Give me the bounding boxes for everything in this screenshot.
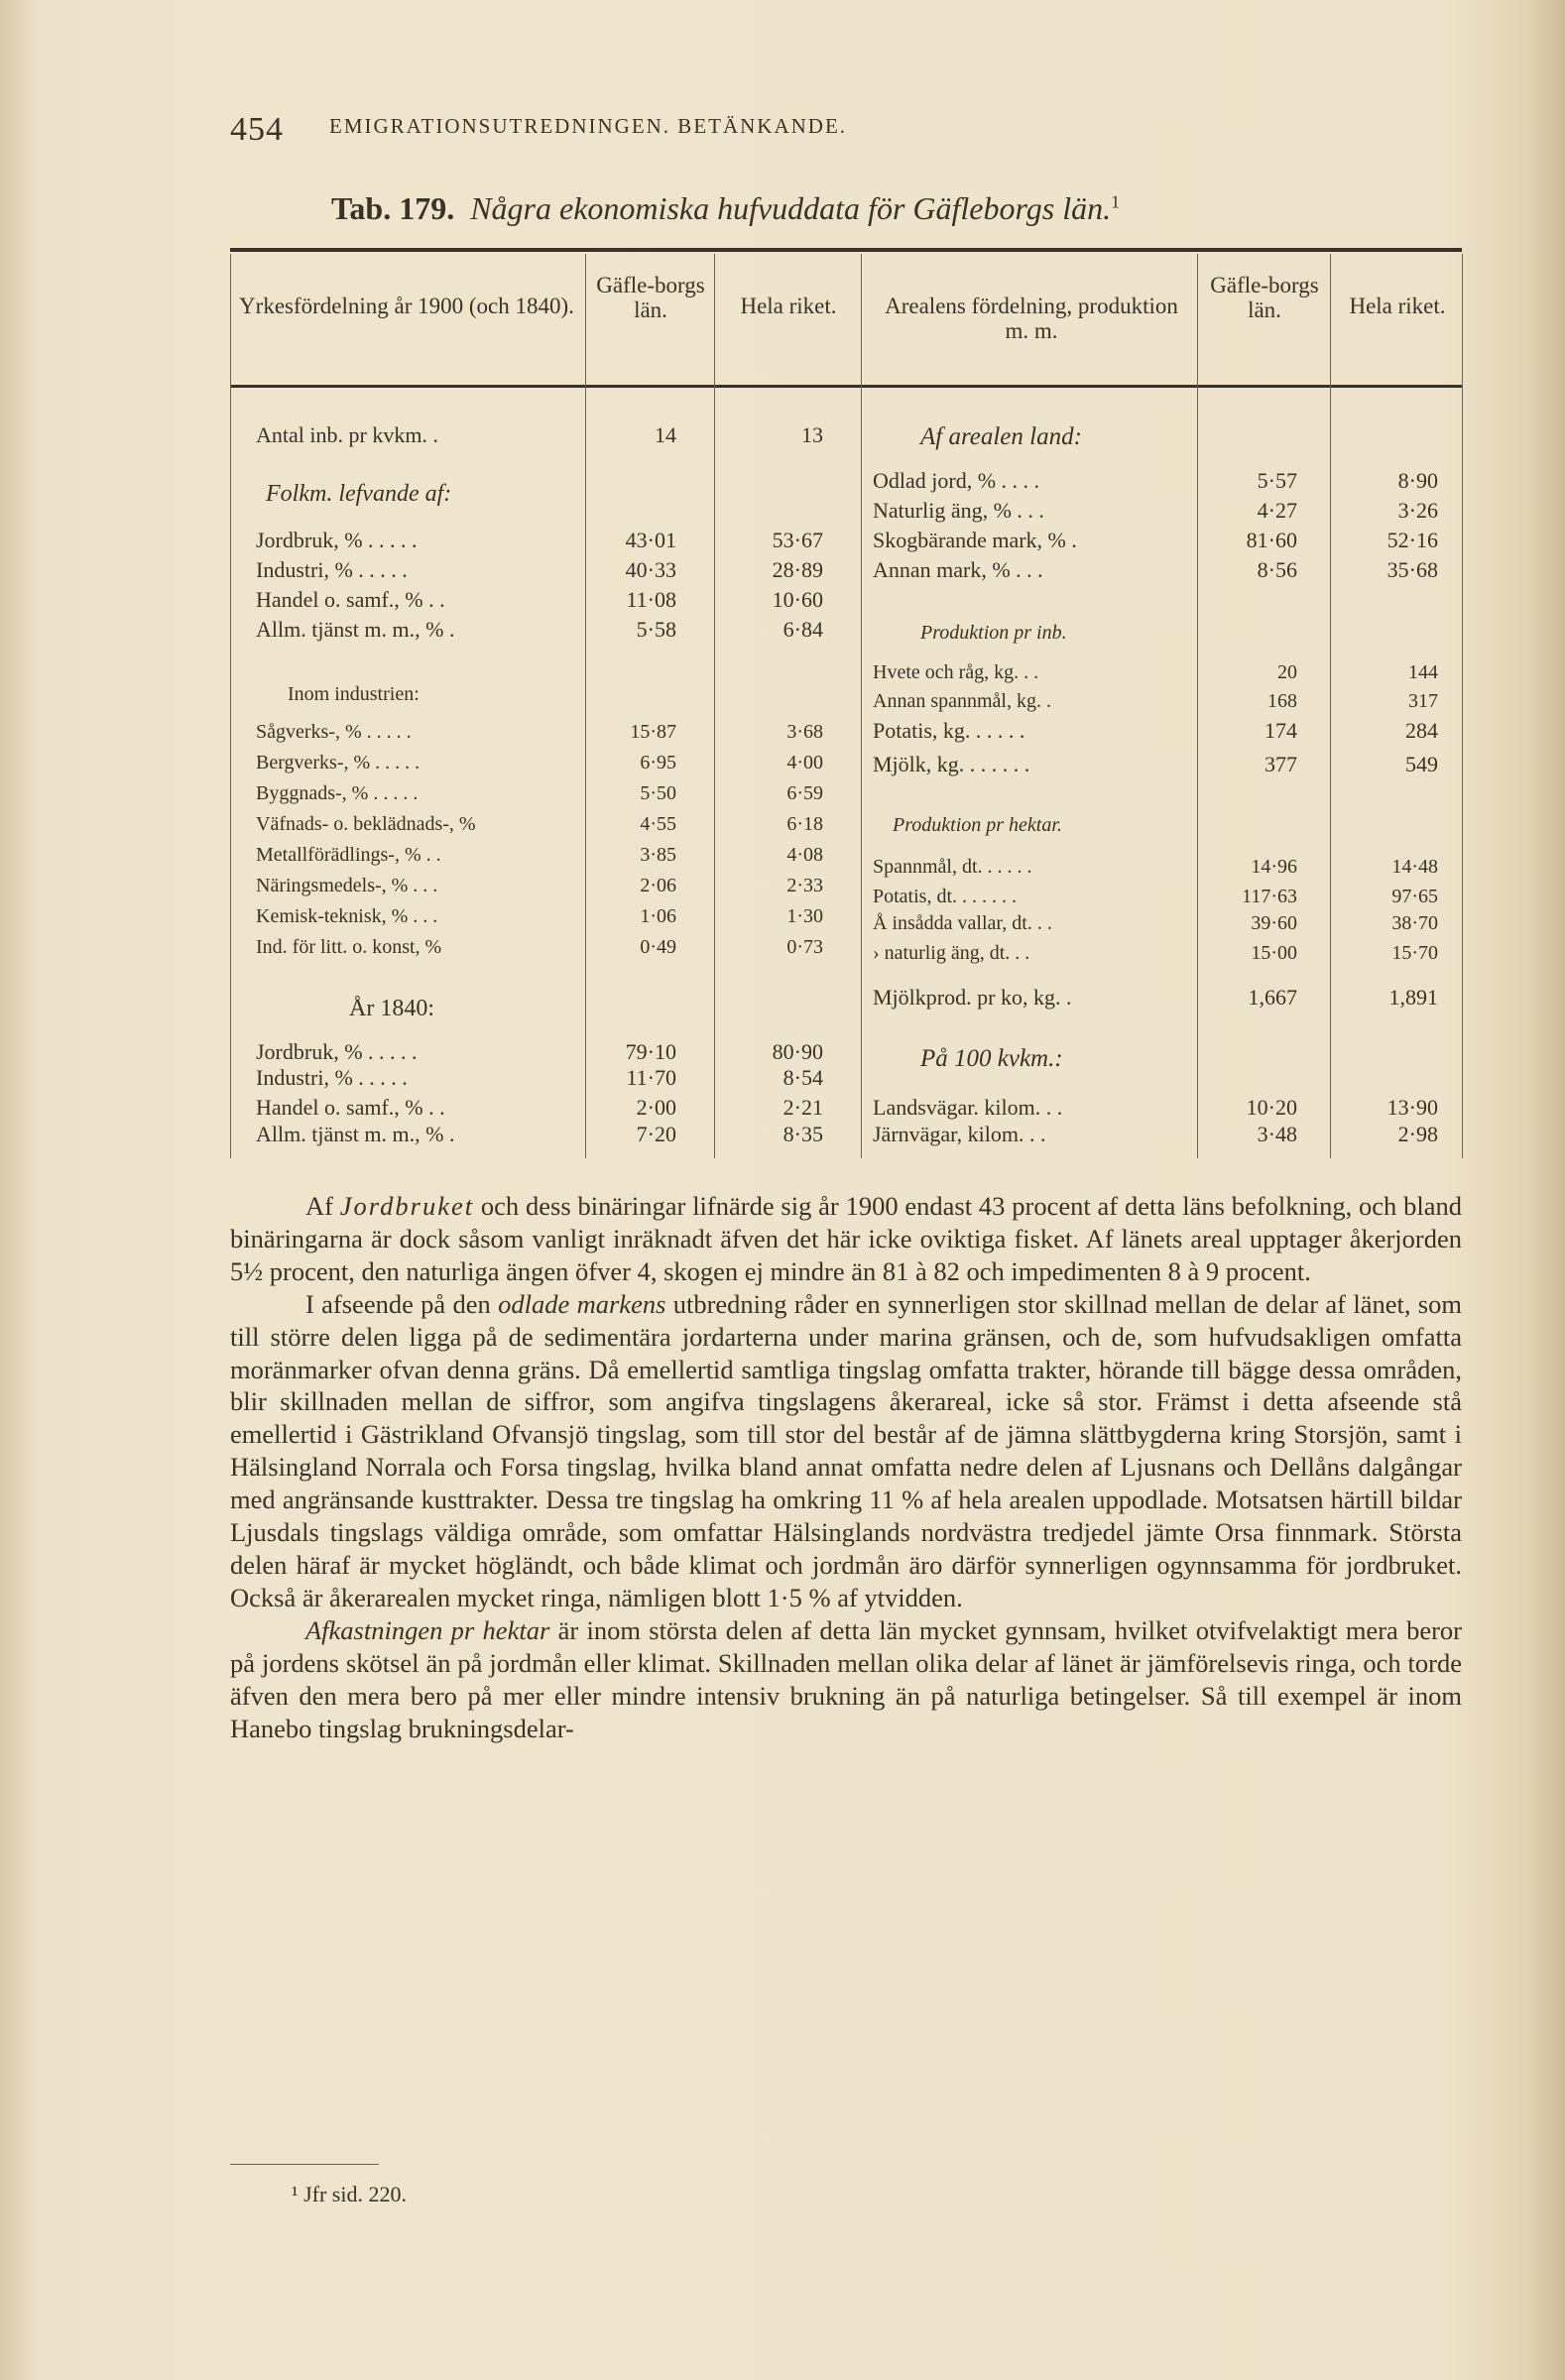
table-cell: 40·33 [625, 557, 676, 582]
table-cell: 4·08 [786, 844, 823, 866]
table-cell: 38·70 [1391, 912, 1438, 934]
table-row-label: Handel o. samf., % . . [256, 1095, 445, 1120]
section-heading: Inom industrien: [288, 683, 420, 705]
table-cell: 3·68 [786, 721, 823, 743]
table-cell: 168 [1267, 690, 1297, 712]
table-cell: 8·90 [1397, 468, 1438, 493]
section-heading: Produktion pr hektar. [893, 814, 1062, 836]
running-header [230, 111, 848, 149]
table-cell: 2·00 [636, 1095, 676, 1120]
table-cell: 1,891 [1388, 985, 1438, 1010]
table-cell: 14·96 [1251, 856, 1297, 878]
table-cell: 3·85 [640, 844, 676, 866]
table-row-label: Sågverks-, % . . . . . [256, 721, 412, 743]
table-row-label: Näringsmedels-, % . . . [256, 875, 438, 896]
table-cell: 28·89 [772, 557, 823, 582]
left-header-realm: Hela riket. [740, 294, 837, 318]
table-cell: 35·68 [1386, 557, 1438, 582]
left-header-county: Gäfle-borgs län. [596, 273, 705, 323]
table-row-label: Allm. tjänst m. m., % . [256, 1122, 455, 1146]
table-title: Några ekonomiska hufvuddata för Gäfleborgs län. [470, 190, 1112, 226]
caption-note-mark: 1 [1111, 191, 1121, 212]
table-cell: 0·73 [786, 936, 823, 958]
table-cell: 2·06 [640, 875, 676, 896]
table-cell: 14 [655, 422, 676, 447]
table-row-label: Kemisk-teknisk, % . . . [256, 905, 438, 927]
table-row-label: Handel o. samf., % . . [256, 587, 445, 612]
table-row-label: Allm. tjänst m. m., % . [256, 617, 455, 642]
table-row-label: Ind. för litt. o. konst, % [256, 936, 442, 958]
table-cell: 377 [1264, 752, 1297, 776]
table-cell: 549 [1405, 752, 1438, 776]
table-row-label: Jordbruk, % . . . . . [256, 1039, 418, 1064]
table-cell: 8·35 [782, 1122, 823, 1146]
table-row-label: Spannmål, dt. . . . . . [873, 856, 1032, 878]
table-row-label: Naturlig äng, % . . . [873, 498, 1044, 523]
table-row-label: Mjölkprod. pr ko, kg. . [873, 985, 1072, 1010]
table-cell: 52·16 [1386, 528, 1438, 552]
table-row-label: Hvete och råg, kg. . . [873, 661, 1039, 683]
page-number: 454 [230, 111, 284, 148]
table-cell: 14·48 [1391, 856, 1438, 878]
table-cell: 11·08 [626, 587, 676, 612]
table-row-label: Jordbruk, % . . . . . [256, 528, 418, 552]
body-text [230, 1190, 1462, 1744]
section-heading: År 1840: [349, 996, 434, 1021]
table-cell: 7·20 [636, 1122, 676, 1146]
right-header-county: Gäfle-borgs län. [1210, 273, 1319, 323]
table-cell: 53·67 [772, 528, 823, 552]
table-cell: 284 [1405, 718, 1438, 743]
table-row-label: Landsvägar. kilom. . . [873, 1095, 1063, 1120]
paragraph: Af Jordbruket och dess binäringar lifnärde sig år 1900 endast 43 procent af detta läns befolkning, och bland binäringarna är dock såsom vanligt inräknadt äfven det här icke oviktiga fisket. Af länets areal upptager åkerjorden 5½ procent, den naturliga ängen öfver 4, skogen ej mindre än 81 à 82 och impedimenten 8 à 9 procent. [230, 1191, 1462, 1286]
right-header-realm: Hela riket. [1349, 294, 1446, 318]
table-cell: 8·56 [1257, 557, 1297, 582]
table-row-label: Industri, % . . . . . [256, 1065, 408, 1090]
table-cell: 144 [1408, 661, 1438, 683]
table-cell: 2·98 [1397, 1122, 1438, 1146]
table-cell: 15·87 [630, 721, 676, 743]
table-row-label: › naturlig äng, dt. . . [873, 942, 1030, 964]
table-cell: 2·33 [786, 875, 823, 896]
table-row-label: Potatis, kg. . . . . . [873, 718, 1025, 743]
table-row-label: Å insådda vallar, dt. . . [873, 912, 1052, 934]
table-cell: 97·65 [1391, 886, 1438, 907]
section-heading: Produktion pr inb. [920, 622, 1067, 644]
table-cell: 6·84 [782, 617, 823, 642]
running-title: EMIGRATIONSUTREDNINGEN. BETÄNKANDE. [329, 114, 848, 138]
table-row-label: Skogbärande mark, % . [873, 528, 1077, 552]
table-cell: 39·60 [1251, 912, 1297, 934]
table-row-label: Metallförädlings-, % . . [256, 844, 441, 866]
paragraph: I afseende på den odlade markens utbredning råder en synnerligen stor skillnad mellan de delar af länet, som till större delen ligga på de sedimentära jordarterna under marina gränsen, och de, som hufvudsakligen omfatta moränmarker ofvan denna gräns. Då emellertid samtliga tingslag omfatta trakter, hörande till bägge dessa områden, blir skillnaden mellan de siffror, som angifva tingslagens åkerareal, icke så stor. Främst i detta afseende stå emellertid i Gästrikland Ofvansjö tingslag, som till stor del består af de jämna slättbygderna kring Storsjön, samt i Hälsingland Norrala och Forsa tingslag, hvilka bland annat omfatta nedre delen af Ljusnans och Dellåns dalgångar med angränsande kusttrakter. Dessa tre tingslag ha omkring 11 % af hela arealen uppodlade. Motsatsen härtill bildar Ljusdals tingslags väldiga område, som omfattar Hälsinglands nordvästra tredjedel jämte Orsa finnmark. Största delen häraf är mycket högländt, och både klimat och jordmån äro därför synnerligen ogynnsamma för jordbruket. Också är åkerarealen mycket ringa, nämligen blott 1·5 % af ytvidden. [230, 1288, 1462, 1612]
table-cell: 79·10 [625, 1039, 676, 1064]
table-cell: 317 [1408, 690, 1438, 712]
table-cell: 1·06 [640, 905, 676, 927]
table-row-label: Potatis, dt. . . . . . . [873, 886, 1018, 907]
table-cell: 15·70 [1391, 942, 1438, 964]
left-header-label: Yrkesfördelning år 1900 (och 1840). [239, 294, 574, 318]
table-cell: 13·90 [1386, 1095, 1438, 1120]
table-row-label: Odlad jord, % . . . . [873, 468, 1040, 493]
table-row-label: Annan mark, % . . . [873, 557, 1043, 582]
table-cell: 4·55 [640, 813, 676, 835]
table-cell: 3·26 [1397, 498, 1438, 523]
table-cell: 117·63 [1242, 886, 1297, 907]
table-cell: 6·59 [786, 782, 823, 804]
table-cell: 4·27 [1257, 498, 1297, 523]
paragraph: Afkastningen pr hektar är inom största delen af detta län mycket gynnsam, hvilket otvifvelaktigt mera beror på jordens skötsel än på jordmån eller klimat. Skillnaden mellan olika delar af länet är jämförelsevis ringa, och torde äfven den mera bero på mer eller mindre intensiv brukning än på naturliga betingelser. Så till exempel är inom Hanebo tingslag brukningsdelar- [230, 1614, 1463, 1743]
section-heading: På 100 kvkm.: [920, 1045, 1063, 1072]
table-row-label: Bergverks-, % . . . . . [256, 752, 421, 774]
table-cell: 174 [1264, 718, 1297, 743]
table-caption [331, 190, 1120, 227]
table-row-label: Industri, % . . . . . [256, 557, 408, 582]
header-bottom-rule [230, 385, 1462, 388]
table-row-label: Annan spannmål, kg. . [873, 690, 1051, 712]
table-cell: 1,667 [1248, 985, 1297, 1010]
table-cell: 43·01 [625, 528, 676, 552]
table-cell: 10·20 [1246, 1095, 1297, 1120]
table-cell: 20 [1277, 661, 1297, 683]
table-cell: 80·90 [772, 1039, 823, 1064]
table-cell: 5·50 [640, 782, 676, 804]
table-row-label: Mjölk, kg. . . . . . . [873, 752, 1030, 776]
table-cell: 11·70 [626, 1065, 676, 1090]
table-row-label: Järnvägar, kilom. . . [873, 1122, 1046, 1146]
footnote-rule [230, 2164, 379, 2165]
table-cell: 2·21 [782, 1095, 823, 1120]
table-row-label: Byggnads-, % . . . . . [256, 782, 419, 804]
table-top-rule [230, 248, 1462, 252]
table-cell: 10·60 [772, 587, 823, 612]
table-cell: 1·30 [786, 905, 823, 927]
footnote: ¹ Jfr sid. 220. [292, 2182, 407, 2206]
table-cell: 3·48 [1257, 1122, 1297, 1146]
right-header-label: Arealens fördelning, produktion m. m. [885, 294, 1178, 344]
section-heading: Folkm. lefvande af: [266, 481, 452, 507]
table-cell: 8·54 [782, 1065, 823, 1090]
table-cell: 5·58 [636, 617, 676, 642]
table-cell: 5·57 [1257, 468, 1297, 493]
table-label: Tab. 179. [331, 190, 455, 226]
section-heading: Af arealen land: [920, 423, 1082, 450]
table-row-label: Väfnads- o. beklädnads-, % [256, 813, 476, 835]
table-cell: 15·00 [1251, 942, 1297, 964]
table-row-label: Antal inb. pr kvkm. . [256, 422, 438, 447]
table-cell: 4·00 [786, 752, 823, 774]
table-cell: 6·18 [786, 813, 823, 835]
table-cell: 81·60 [1246, 528, 1297, 552]
table-cell: 6·95 [640, 752, 676, 774]
table-cell: 13 [801, 422, 823, 447]
table-cell: 0·49 [640, 936, 676, 958]
